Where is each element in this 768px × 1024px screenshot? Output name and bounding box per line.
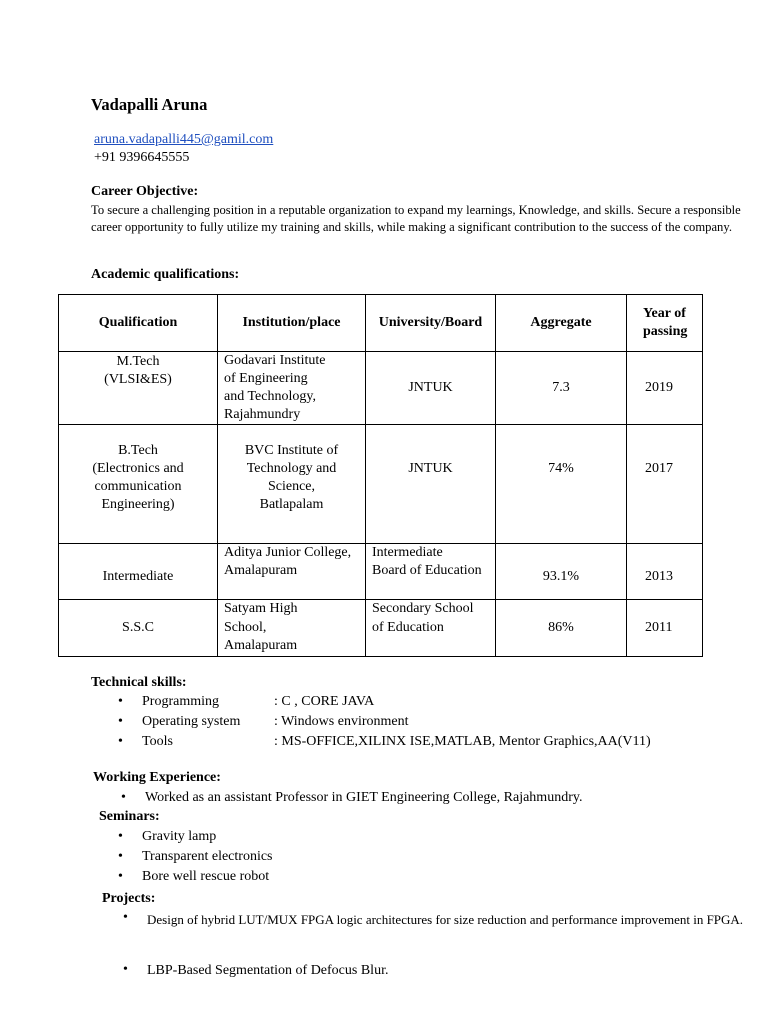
col-header-board: University/Board — [366, 295, 496, 352]
bullet-icon: • — [123, 910, 128, 925]
bullet-icon: • — [123, 962, 128, 977]
academic-heading: Academic qualifications: — [91, 267, 240, 282]
cell-board: Secondary School of Education — [366, 600, 496, 657]
cell-qualification: M.Tech (VLSI&ES) — [59, 352, 218, 425]
list-item — [142, 847, 273, 867]
list-item — [142, 712, 651, 732]
cell-board: Intermediate Board of Education — [366, 544, 496, 600]
cell-aggregate: 74% — [496, 425, 627, 544]
cell-aggregate: 7.3 — [496, 352, 627, 425]
col-header-year: Year of passing — [627, 295, 703, 352]
experience-text: Worked as an assistant Professor in GIET Engineering College, Rajahmundry. — [145, 790, 583, 805]
skill-value: : C , CORE JAVA — [274, 694, 375, 709]
cell-institution: Godavari Institute of Engineering and Technology, Rajahmundry — [218, 352, 366, 425]
technical-skills-list — [142, 692, 651, 752]
seminar-text: Transparent electronics — [142, 849, 273, 864]
table-row — [59, 425, 703, 544]
table-header-row — [59, 295, 703, 352]
list-item — [142, 732, 651, 752]
cell-year: 2019 — [627, 352, 703, 425]
list-item — [142, 827, 273, 847]
cell-institution: BVC Institute of Technology and Science, Batlapalam — [218, 425, 366, 544]
seminar-text: Bore well rescue robot — [142, 869, 270, 884]
experience-list — [145, 788, 582, 808]
skill-value: : MS-OFFICE,XILINX ISE,MATLAB, Mentor Graphics,AA(V11) — [274, 734, 651, 749]
cell-aggregate: 86% — [496, 600, 627, 657]
table-row — [59, 544, 703, 600]
seminars-heading: Seminars: — [99, 809, 160, 824]
email-link[interactable]: aruna.vadapalli445@gamil.com — [94, 132, 274, 147]
skill-value: : Windows environment — [274, 714, 409, 729]
career-objective-heading: Career Objective: — [91, 184, 199, 199]
table-row — [59, 600, 703, 657]
working-experience-heading: Working Experience: — [93, 770, 221, 785]
list-item — [142, 867, 273, 887]
cell-institution: Satyam High School, Amalapuram — [218, 600, 366, 657]
cell-board: JNTUK — [366, 352, 496, 425]
seminars-list — [142, 827, 273, 887]
cell-qualification: B.Tech (Electronics and communication Engineering) — [59, 425, 218, 544]
cell-year: 2013 — [627, 544, 703, 600]
cell-institution: Aditya Junior College, Amalapuram — [218, 544, 366, 600]
candidate-name: Vadapalli Aruna — [91, 95, 208, 114]
technical-skills-heading: Technical skills: — [91, 675, 187, 690]
list-item — [142, 692, 651, 712]
table-row — [59, 352, 703, 425]
list-item — [145, 788, 582, 808]
seminar-text: Gravity lamp — [142, 829, 217, 844]
col-header-qualification: Qualification — [59, 295, 218, 352]
skill-label: Operating system — [142, 714, 241, 729]
academic-table — [58, 294, 703, 657]
projects-heading: Projects: — [102, 891, 156, 906]
cell-board: JNTUK — [366, 425, 496, 544]
cell-aggregate: 93.1% — [496, 544, 627, 600]
col-header-institution: Institution/place — [218, 295, 366, 352]
skill-label: Programming — [142, 694, 219, 709]
skill-label: Tools — [142, 734, 173, 749]
phone-number: +91 9396645555 — [94, 150, 190, 165]
col-header-aggregate: Aggregate — [496, 295, 627, 352]
cell-qualification: S.S.C — [59, 600, 218, 657]
cell-year: 2011 — [627, 600, 703, 657]
project-item: LBP-Based Segmentation of Defocus Blur. — [147, 963, 389, 978]
career-objective-text: To secure a challenging position in a reputable organization to expand my learnings, Knowledge, and skills. Secure a responsible career opportunity to fully utilize my training and skills, while making a significant contribution to the success of the company. — [91, 203, 741, 234]
cell-year: 2017 — [627, 425, 703, 544]
cell-qualification: Intermediate — [59, 544, 218, 600]
project-item: Design of hybrid LUT/MUX FPGA logic architectures for size reduction and performance improvement in FPGA. — [147, 912, 744, 927]
